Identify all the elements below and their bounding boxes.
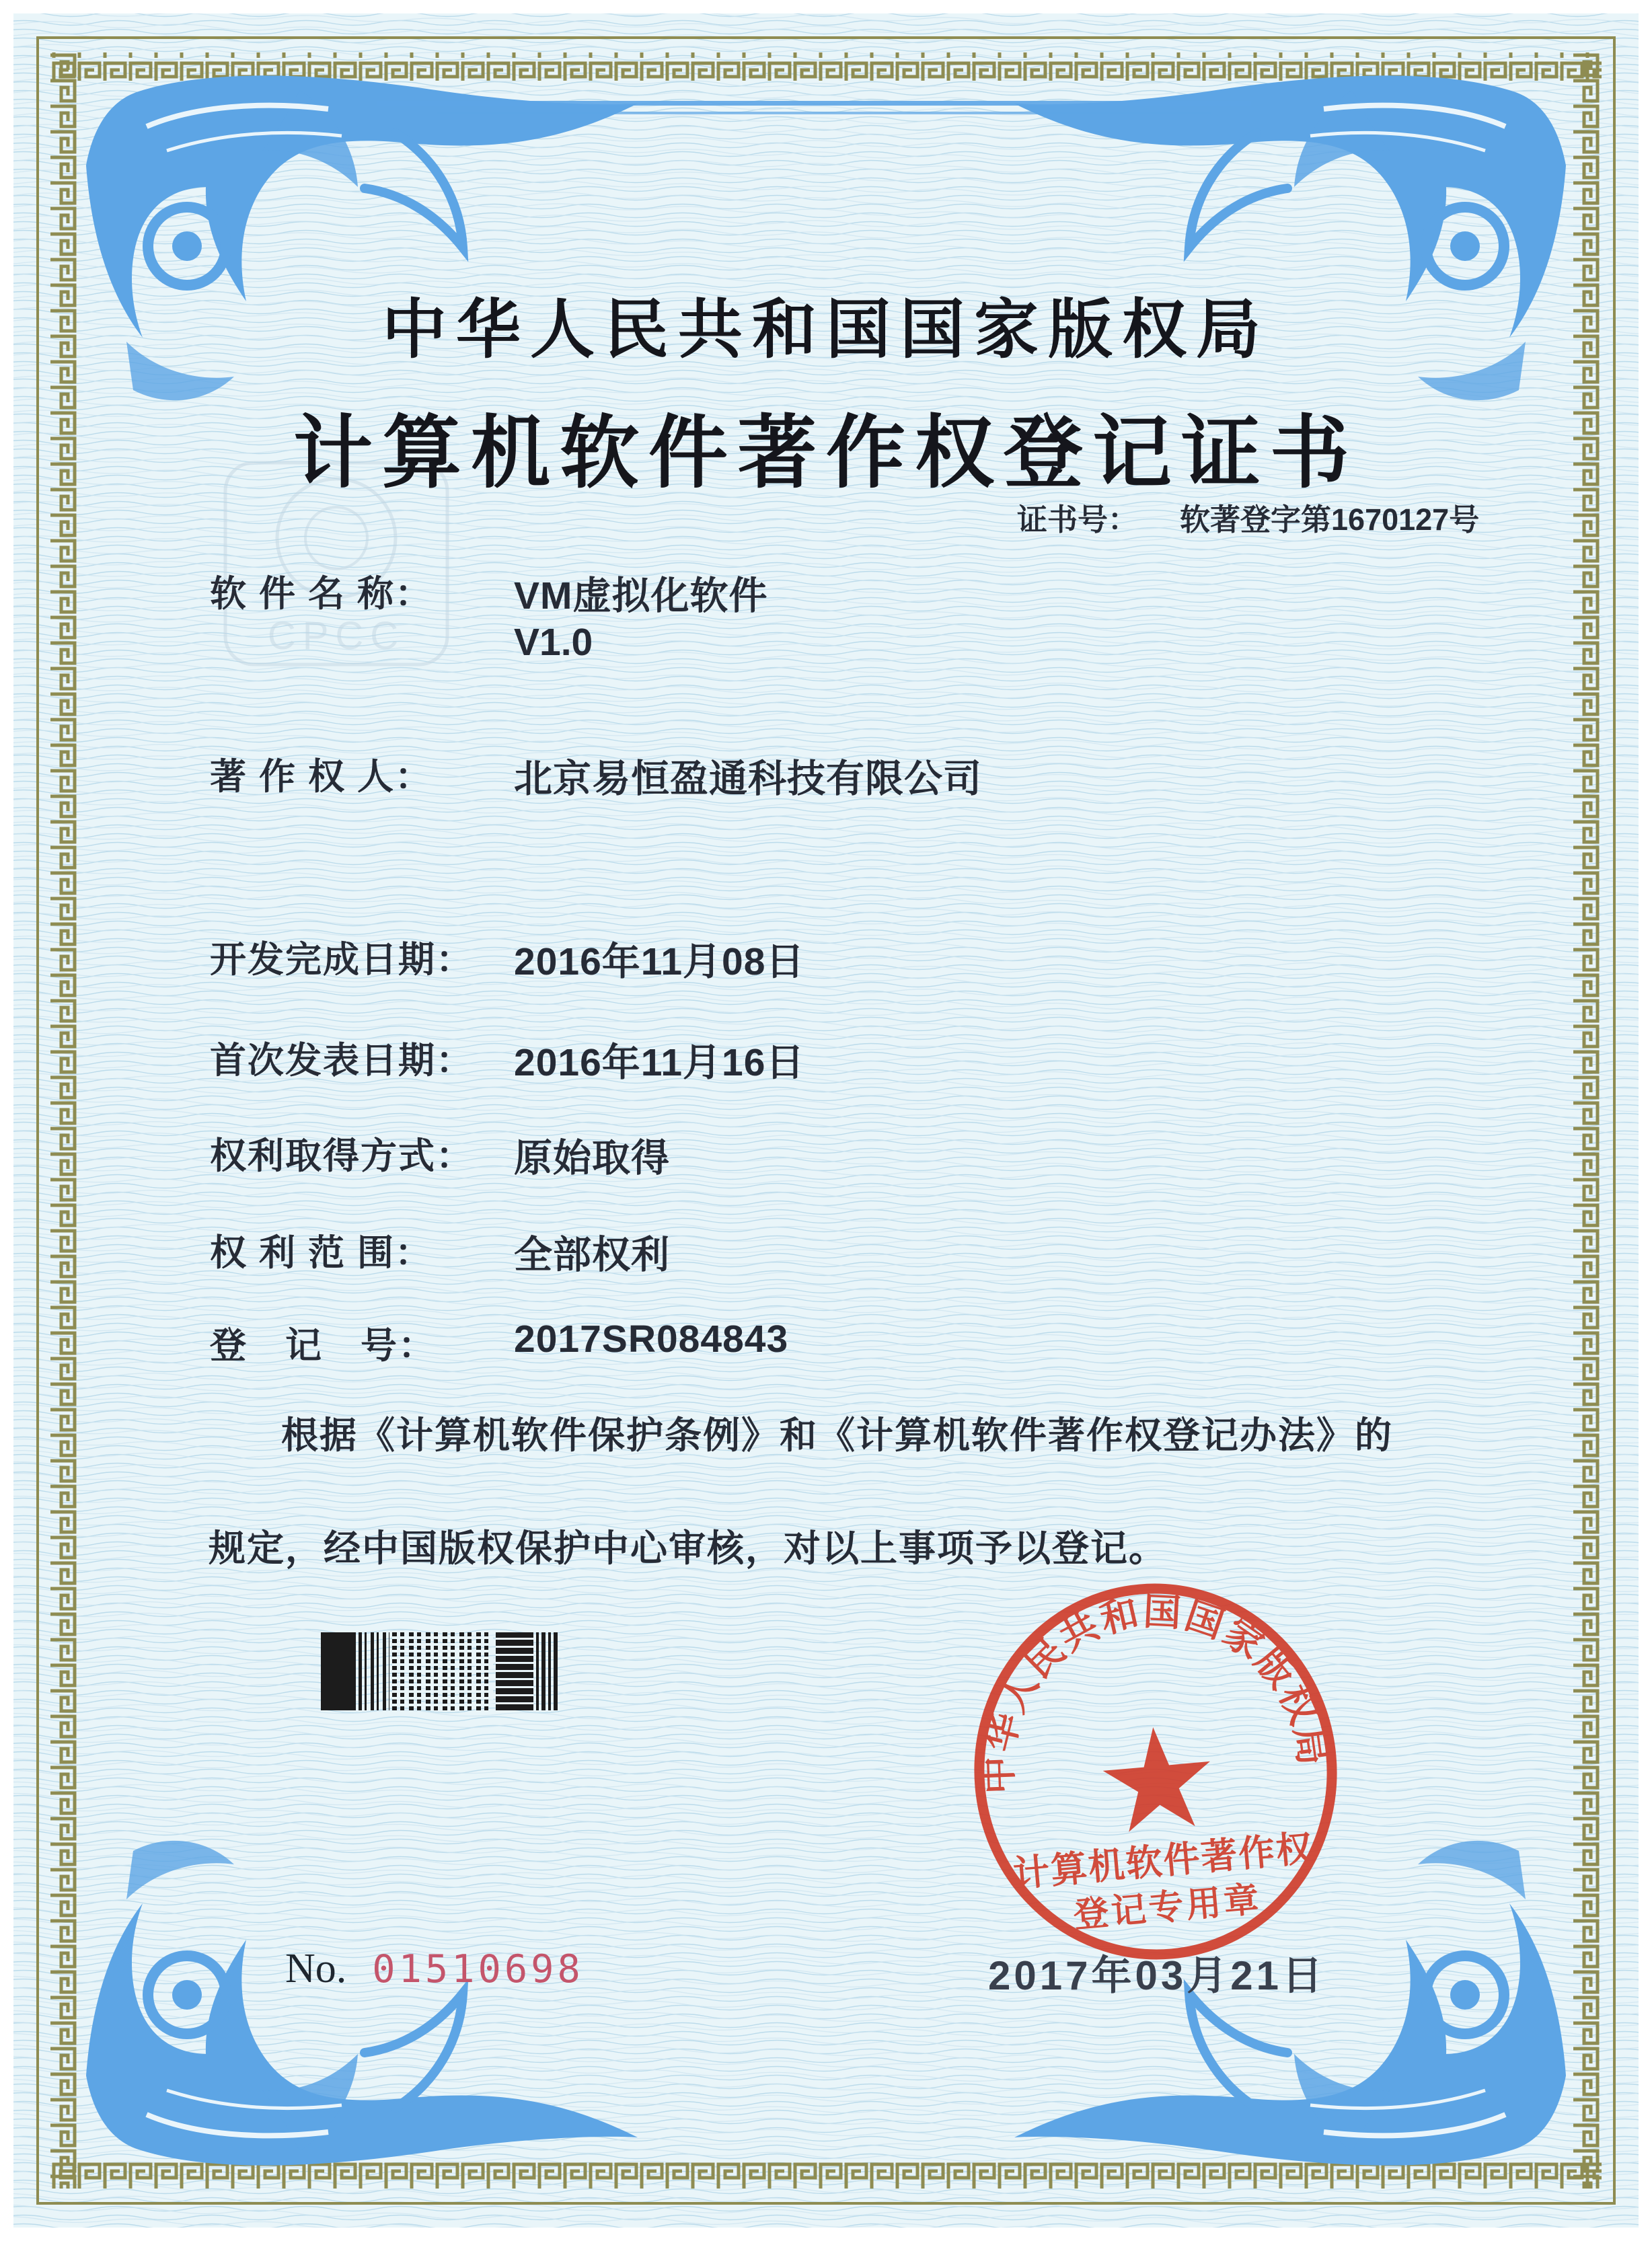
field-label: 软 件 名 称： xyxy=(210,574,433,614)
seal-date: 2017年03月21日 xyxy=(988,1953,1326,1998)
field-value: 全部权利 xyxy=(514,1233,670,1277)
field-label: 著 作 权 人： xyxy=(210,757,433,797)
field-value: 原始取得 xyxy=(514,1137,670,1180)
software-version: V1.0 xyxy=(514,621,593,664)
certificate-title: 计算机软件著作权登记证书 xyxy=(293,410,1359,498)
seal-caption-line2: 登记专用章 xyxy=(1072,1880,1263,1936)
cpcc-watermark-text: CPCC xyxy=(267,614,406,658)
field-label: 权 利 范 围： xyxy=(210,1233,433,1273)
field-label: 首次发表日期： xyxy=(210,1040,474,1081)
seal-star-icon xyxy=(1100,1722,1215,1833)
seal-arc-text: 中华人民共和国国家版权局 xyxy=(976,1589,1335,1795)
field-value: 2016年11月08日 xyxy=(514,940,805,983)
issuing-authority-title: 中华人民共和国国家版权局 xyxy=(382,294,1270,366)
serial-number-line xyxy=(285,1945,584,1993)
seal-caption-line1: 计算机软件著作权 xyxy=(1011,1828,1316,1895)
field-value: 2016年11月16日 xyxy=(514,1041,805,1084)
field-label: 登 记 号： xyxy=(210,1326,436,1366)
statement-line-1: 根据《计算机软件保护条例》和《计算机软件著作权登记办法》的 xyxy=(281,1414,1394,1456)
statement-line-2: 规定，经中国版权保护中心审核，对以上事项予以登记。 xyxy=(209,1527,1168,1569)
field-label: 开发完成日期： xyxy=(210,940,474,980)
serial-number: 01510698 xyxy=(372,1947,584,1991)
certificate-number-value: 软著登字第1670127号 xyxy=(1180,502,1480,537)
certificate-number-label: 证书号： xyxy=(1017,502,1139,537)
field-value: 2017SR084843 xyxy=(514,1318,789,1361)
serial-prefix: No. xyxy=(285,1946,347,1991)
field-value: 北京易恒盈通科技有限公司 xyxy=(514,757,982,800)
field-value: VM虚拟化软件 xyxy=(514,574,768,617)
field-label: 权利取得方式： xyxy=(210,1136,474,1176)
